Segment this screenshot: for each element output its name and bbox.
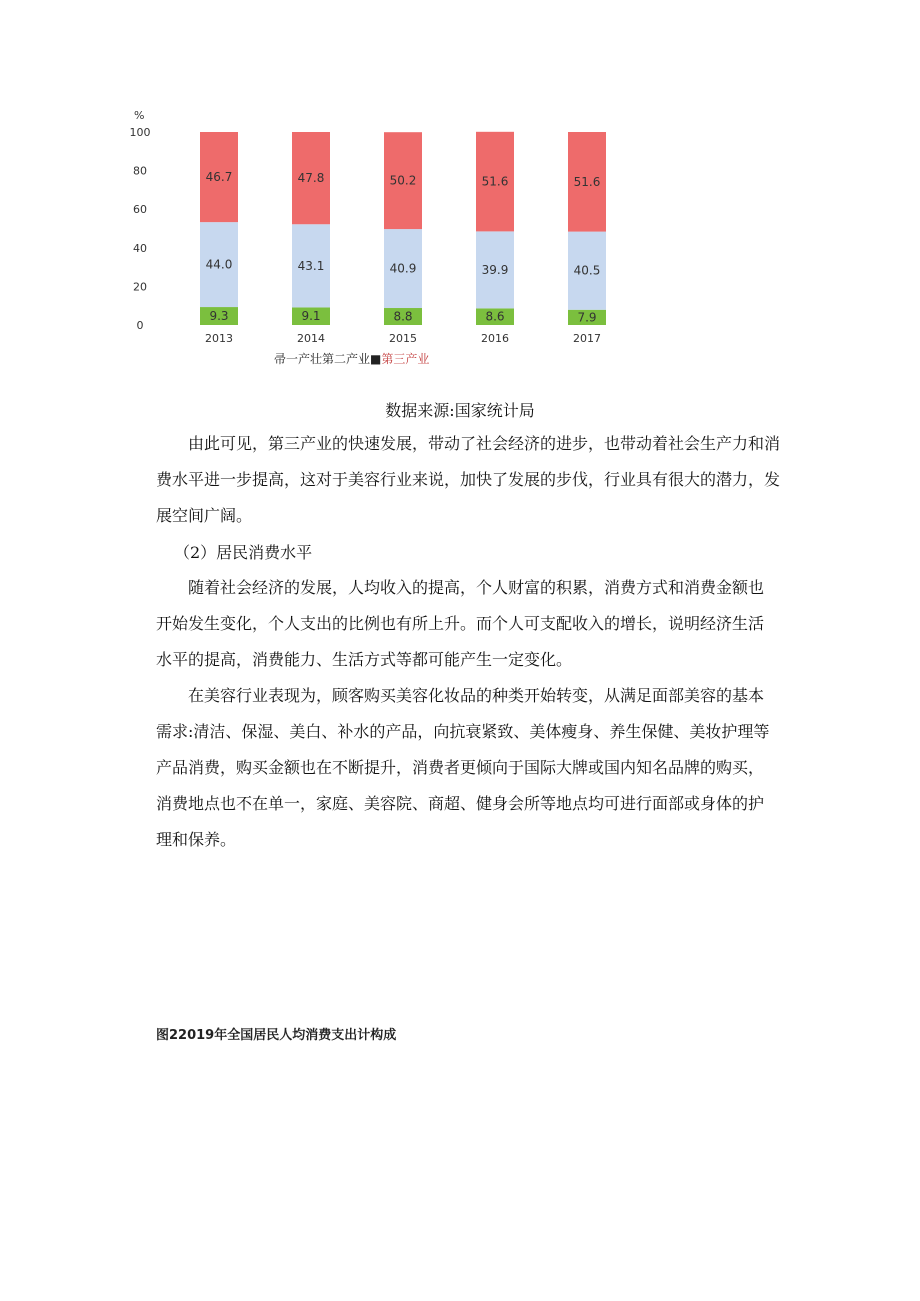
paragraph-line: 开始发生变化，个人支出的比例也有所上升。而个人可支配收入的增长，说明经济生活 xyxy=(156,614,765,633)
paragraph-line: 展空间广阔。 xyxy=(156,506,253,525)
x-tick-label: 2014 xyxy=(297,332,325,345)
paragraph-line: 产品消费，购买金额也在不断提升，消费者更倾向于国际大牌或国内知名品牌的购买， xyxy=(156,758,765,777)
paragraph-line: 随着社会经济的发展，人均收入的提高，个人财富的积累，消费方式和消费金额也 xyxy=(188,578,765,597)
value-label: 8.8 xyxy=(393,309,413,324)
y-tick-label: 40 xyxy=(133,241,147,255)
paragraph-3 xyxy=(156,678,796,858)
paragraph-line: 消费地点也不在单一，家庭、美容院、商超、健身会所等地点均可进行面部或身体的护 xyxy=(156,794,765,813)
value-label: 47.8 xyxy=(297,171,325,186)
value-label: 8.6 xyxy=(485,309,505,324)
chart-legend xyxy=(274,350,429,367)
value-label: 40.5 xyxy=(573,263,601,278)
legend-tertiary-label: 第三产业 xyxy=(381,352,430,366)
paragraph-line: 由此可见，第三产业的快速发展，带动了社会经济的进步，也带动着社会生产力和消 xyxy=(188,434,781,453)
y-tick-label: 80 xyxy=(133,164,147,178)
value-label: 50.2 xyxy=(389,173,417,188)
stacked-bar-chart xyxy=(118,104,638,354)
paragraph-2 xyxy=(156,570,796,678)
x-tick-label: 2013 xyxy=(205,332,233,345)
value-label: 43.1 xyxy=(297,258,325,273)
y-tick-label: 0 xyxy=(136,319,144,332)
value-label: 9.3 xyxy=(209,309,229,324)
paragraph-line: 水平的提高，消费能力、生活方式等都可能产生一定变化。 xyxy=(156,650,573,669)
value-label: 39.9 xyxy=(481,262,509,277)
x-tick-label: 2016 xyxy=(481,332,509,345)
value-label: 44.0 xyxy=(205,257,233,272)
value-label: 7.9 xyxy=(577,310,597,325)
y-tick-label: 60 xyxy=(133,203,147,217)
paragraph-1 xyxy=(156,426,796,534)
y-unit-label: % xyxy=(134,109,145,122)
value-label: 51.6 xyxy=(573,174,601,189)
paragraph-line: 费水平进一步提高，这对于美容行业来说，加快了发展的步伐，行业具有很大的潜力，发 xyxy=(156,470,781,489)
paragraph-line: 需求:清洁、保湿、美白、补水的产品，向抗衰紧致、美体瘦身、养生保健、美妆护理等 xyxy=(156,722,770,741)
data-source-note: 数据来源:国家统计局 xyxy=(385,401,535,420)
y-tick-label: 20 xyxy=(133,280,147,294)
value-label: 46.7 xyxy=(205,170,233,185)
x-tick-label: 2015 xyxy=(389,332,417,345)
value-label: 40.9 xyxy=(389,261,417,276)
paragraph-line: 在美容行业表现为，顾客购买美容化妆品的种类开始转变，从满足面部美容的基本 xyxy=(188,686,765,705)
section-heading: （2）居民消费水平 xyxy=(174,543,313,562)
y-tick-label: 100 xyxy=(129,126,151,139)
paragraph-line: 理和保养。 xyxy=(156,830,237,849)
figure-caption: 图22019年全国居民人均消费支出计构成 xyxy=(156,1028,397,1043)
x-tick-label: 2017 xyxy=(573,332,601,345)
value-label: 9.1 xyxy=(301,309,321,324)
legend-text: 帚一产壮第二产业■ xyxy=(274,352,382,366)
value-label: 51.6 xyxy=(481,174,509,189)
